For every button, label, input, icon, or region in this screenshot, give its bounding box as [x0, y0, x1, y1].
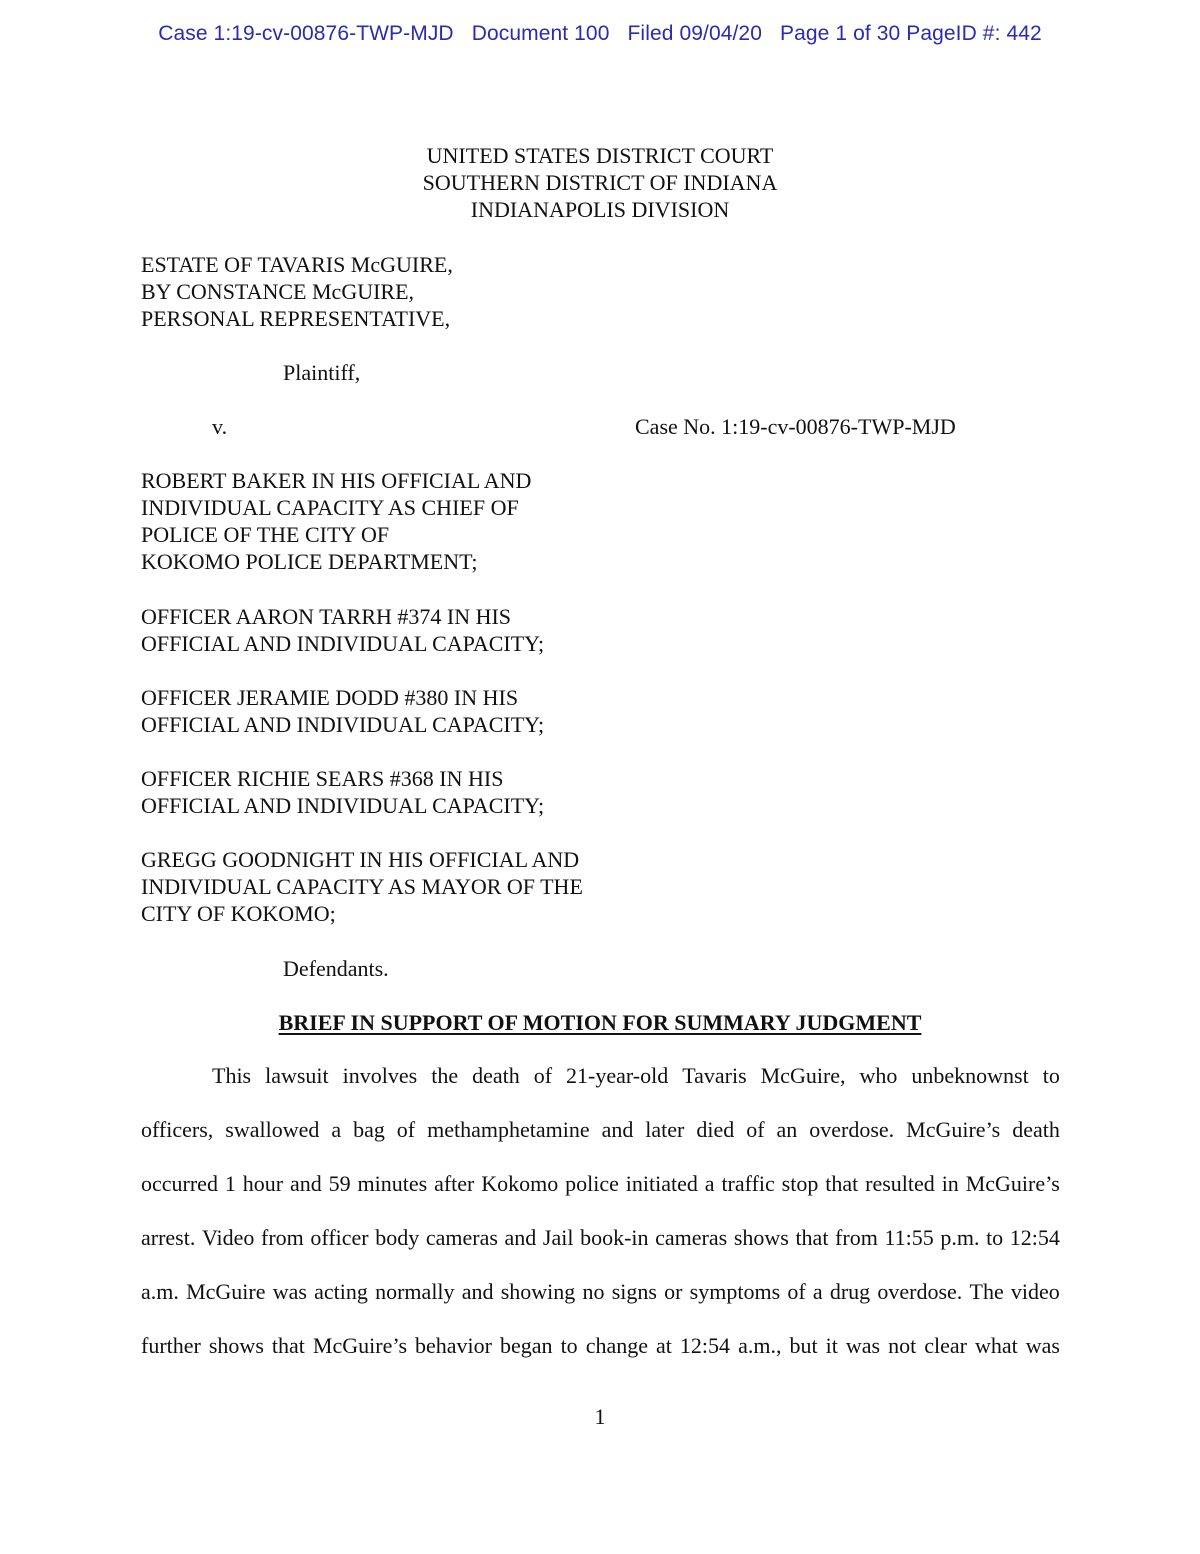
defendant-line: OFFICER RICHIE SEARS #368 IN HIS [141, 766, 504, 791]
word: police [565, 1171, 619, 1196]
word: 11:55 [884, 1225, 934, 1250]
word: p.m. [940, 1225, 980, 1250]
word: of [787, 1279, 806, 1304]
defendant-goodnight [141, 846, 583, 927]
word: of [533, 1063, 553, 1088]
word: the [431, 1063, 459, 1088]
word: to [560, 1333, 578, 1358]
word: an [776, 1117, 798, 1142]
word: methamphetamine [427, 1117, 590, 1142]
defendant-line: OFFICIAL AND INDIVIDUAL CAPACITY; [141, 712, 545, 737]
defendant-line: OFFICER AARON TARRH #374 IN HIS [141, 604, 512, 629]
word: 21-year-old [566, 1063, 669, 1088]
word: from [835, 1225, 878, 1250]
word: The [969, 1279, 1004, 1304]
stamp-filed: Filed 09/04/20 [627, 22, 762, 45]
word: from [261, 1225, 304, 1250]
word: book-in [580, 1225, 649, 1250]
word: to [1042, 1063, 1060, 1088]
word: overdose. [809, 1117, 895, 1142]
word: McGuire’s [965, 1171, 1060, 1196]
word: cameras [655, 1225, 728, 1250]
body-line [141, 1224, 1060, 1278]
word: stop [781, 1171, 819, 1196]
word: what [974, 1333, 1018, 1358]
word: McGuire’s [906, 1117, 1001, 1142]
defendant-line: POLICE OF THE CITY OF [141, 522, 390, 547]
plaintiff-line: BY CONSTANCE McGUIRE, [141, 279, 415, 304]
word: change [585, 1333, 648, 1358]
word: of [396, 1117, 416, 1142]
word: drug [829, 1279, 871, 1304]
word: Jail [542, 1225, 574, 1250]
body-line [141, 1116, 1060, 1170]
defendant-line: OFFICIAL AND INDIVIDUAL CAPACITY; [141, 631, 545, 656]
word: symptoms [689, 1279, 781, 1304]
word: clear [924, 1333, 967, 1358]
word: signs [611, 1279, 657, 1304]
word: body [375, 1225, 420, 1250]
word: it [825, 1333, 838, 1358]
word: minutes [357, 1171, 428, 1196]
versus: v. [212, 414, 228, 439]
word: showing [500, 1279, 576, 1304]
word: swallowed [225, 1117, 320, 1142]
plaintiff-line: ESTATE OF TAVARIS McGUIRE, [141, 252, 453, 277]
word: further [141, 1333, 201, 1358]
word: death [1012, 1117, 1060, 1142]
defendant-line: OFFICER JERAMIE DODD #380 IN HIS [141, 685, 519, 710]
word: death [472, 1063, 520, 1088]
word: initiated [625, 1171, 698, 1196]
word: a.m. [141, 1279, 179, 1304]
word: McGuire [186, 1279, 266, 1304]
body-paragraph [141, 1062, 1060, 1386]
defendant-line: GREGG GOODNIGHT IN HIS OFFICIAL AND [141, 847, 580, 872]
word: 59 [328, 1171, 351, 1196]
word: shows [733, 1225, 789, 1250]
word: traffic [721, 1171, 775, 1196]
word: and [504, 1225, 537, 1250]
word: to [986, 1225, 1004, 1250]
defendant-line: KOKOMO POLICE DEPARTMENT; [141, 549, 478, 574]
word: was [1025, 1333, 1060, 1358]
word: and [461, 1279, 494, 1304]
document-title [0, 1009, 1200, 1036]
word: involves [342, 1063, 418, 1088]
defendant-line: OFFICIAL AND INDIVIDUAL CAPACITY; [141, 793, 545, 818]
word: who [859, 1063, 898, 1088]
defendant-baker [141, 467, 531, 575]
plaintiff-label: Plaintiff, [283, 360, 361, 385]
court-district: SOUTHERN DISTRICT OF INDIANA [422, 170, 778, 195]
defendant-line: CITY OF KOKOMO; [141, 901, 336, 926]
defendants-label: Defendants. [283, 956, 389, 981]
word: shows [208, 1333, 264, 1358]
court-name: UNITED STATES DISTRICT COURT [426, 143, 774, 168]
defendant-dodd [141, 684, 544, 738]
word: and [601, 1117, 634, 1142]
body-line [141, 1062, 1060, 1116]
word: McGuire, [760, 1063, 846, 1088]
word: that [825, 1171, 859, 1196]
word: at [656, 1333, 672, 1358]
word: This [212, 1063, 252, 1088]
body-line [141, 1332, 1060, 1386]
word: began [500, 1333, 553, 1358]
word: Tavaris [682, 1063, 747, 1088]
word: but [789, 1333, 818, 1358]
word: 1 [224, 1171, 236, 1196]
word: and [289, 1171, 322, 1196]
plaintiff-caption [141, 251, 453, 332]
word: that [271, 1333, 305, 1358]
word: was [272, 1279, 307, 1304]
word: bag [353, 1117, 385, 1142]
word: cameras [425, 1225, 498, 1250]
defendant-line: ROBERT BAKER IN HIS OFFICIAL AND [141, 468, 532, 493]
word: overdose. [877, 1279, 963, 1304]
word: acting [314, 1279, 368, 1304]
document-title-text: BRIEF IN SUPPORT OF MOTION FOR SUMMARY JUDGMENT [278, 1010, 922, 1035]
court-division: INDIANAPOLIS DIVISION [470, 197, 730, 222]
stamp-document: Document 100 [471, 22, 610, 45]
word: died [696, 1117, 735, 1142]
defendant-line: INDIVIDUAL CAPACITY AS MAYOR OF THE [141, 874, 583, 899]
word: video [1010, 1279, 1060, 1304]
word: was [845, 1333, 881, 1358]
word: McGuire’s [312, 1333, 408, 1358]
ecf-filing-stamp [0, 22, 1200, 46]
word: officer [310, 1225, 369, 1250]
word: that [795, 1225, 829, 1250]
word: later [645, 1117, 685, 1142]
word: a [704, 1171, 715, 1196]
word: officers, [141, 1117, 214, 1142]
defendant-line: INDIVIDUAL CAPACITY AS CHIEF OF [141, 495, 519, 520]
word: no [582, 1279, 605, 1304]
word: in [941, 1171, 959, 1196]
plaintiff-line: PERSONAL REPRESENTATIVE, [141, 306, 451, 331]
word: of [746, 1117, 765, 1142]
word: a [331, 1117, 342, 1142]
stamp-page: Page 1 of 30 PageID #: 442 [780, 22, 1042, 45]
stamp-case: Case 1:19-cv-00876-TWP-MJD [158, 22, 454, 45]
court-header [0, 142, 1200, 223]
body-line [141, 1278, 1060, 1332]
word: after [434, 1171, 475, 1196]
word: unbeknownst [911, 1063, 1029, 1088]
word: 12:54 [679, 1333, 731, 1358]
defendant-sears [141, 765, 544, 819]
word: lawsuit [265, 1063, 329, 1088]
word: Kokomo [481, 1171, 559, 1196]
word: behavior [415, 1333, 492, 1358]
word: hour [242, 1171, 284, 1196]
word: normally [375, 1279, 455, 1304]
case-number: Case No. 1:19-cv-00876-TWP-MJD [635, 414, 956, 439]
word: or [664, 1279, 683, 1304]
defendant-tarrh [141, 603, 544, 657]
body-line [141, 1170, 1060, 1224]
page-number: 1 [594, 1404, 606, 1429]
word: Video [201, 1225, 255, 1250]
word: resulted [865, 1171, 935, 1196]
word: a.m., [738, 1333, 782, 1358]
word: a [812, 1279, 823, 1304]
word: occurred [141, 1171, 218, 1196]
word: 12:54 [1009, 1225, 1060, 1250]
word: arrest. [141, 1225, 196, 1250]
word: not [888, 1333, 917, 1358]
